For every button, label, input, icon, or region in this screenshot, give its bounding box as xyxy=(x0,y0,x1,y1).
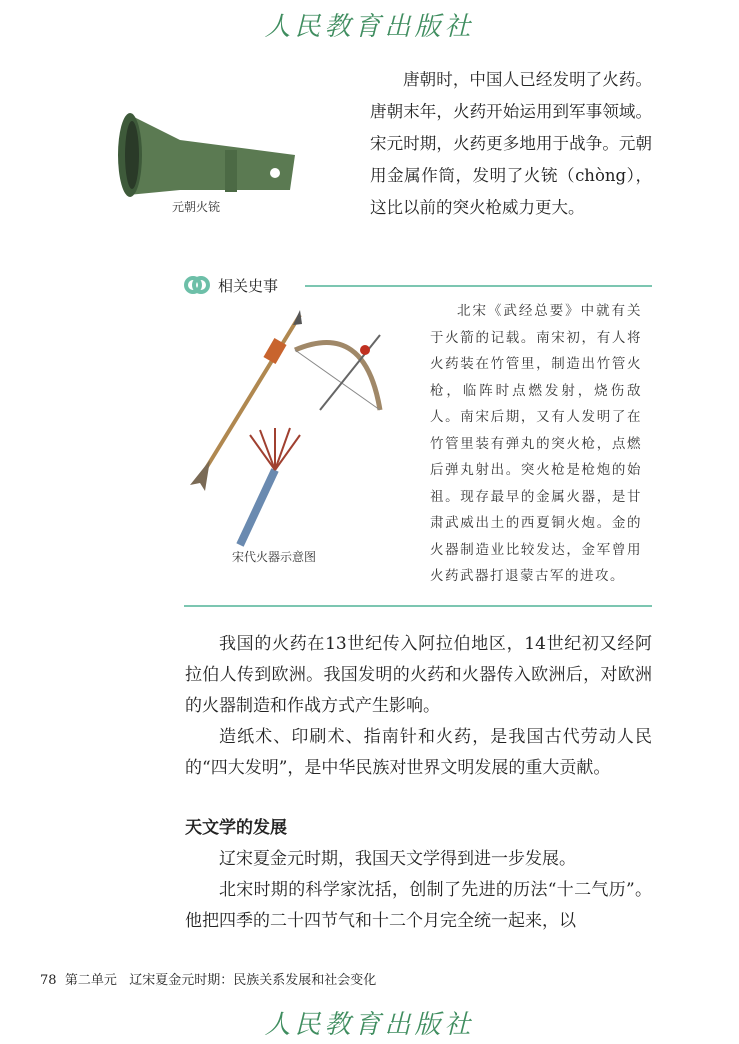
sidebar-text: 北宋《武经总要》中就有关于火箭的记载。南宋初，有人将火药装在竹管里，制造出竹管火枪，临阵时点燃发射，烧伤敌人。南宋后期，又有人发明了在竹管里装有弹丸的突火枪，点燃后弹丸射出。突火枪是枪炮的始祖。现存最早的金属火器，是甘肃武威出土的西夏铜火炮。金的火器制造业比较发达，金军曾用火药武器打退蒙古军的进攻。 xyxy=(430,303,642,584)
section-heading: 天文学的发展 xyxy=(185,818,287,838)
publisher-logo-bottom: 人民教育出版社 xyxy=(264,1010,475,1040)
weapons-caption: 宋代火器示意图 xyxy=(232,550,317,564)
sidebar-bottom-rule xyxy=(184,605,652,607)
paragraph-astronomy: 辽宋夏金元时期，我国天文学得到进一步发展。 xyxy=(219,849,576,869)
sidebar-top-rule xyxy=(305,285,652,287)
chapter-title: 辽宋夏金元时期：民族关系发展和社会变化 xyxy=(129,973,377,988)
paragraph-four-inventions: 造纸术、印刷术、指南针和火药，是我国古代劳动人民的“四大发明”，是中华民族对世界文明发展的重大贡献。 xyxy=(185,727,652,778)
cannon-caption: 元朝火铳 xyxy=(172,200,221,214)
related-history-icon xyxy=(184,273,210,297)
paragraph-shen-kuo: 北宋时期的科学家沈括，创制了先进的历法“十二气历”。他把四季的二十四节气和十二个月完全统一起来，以 xyxy=(185,880,652,931)
song-weapons-image xyxy=(180,300,430,550)
sidebar-title: 相关史事 xyxy=(218,277,279,295)
paragraph-gunpowder-spread: 我国的火药在13世纪传入阿拉伯地区，14世纪初又经阿拉伯人传到欧洲。我国发明的火药和火器传入欧洲后，对欧洲的火器制造和作战方式产生影响。 xyxy=(185,634,652,716)
yuan-fire-cannon-image xyxy=(110,95,310,205)
main-body xyxy=(185,629,652,937)
page-number: 78 xyxy=(40,973,57,988)
publisher-logo-top: 人民教育出版社 xyxy=(264,12,475,42)
footer xyxy=(40,969,376,988)
top-paragraph: 唐朝时，中国人已经发明了火药。唐朝末年，火药开始运用到军事领域。宋元时期，火药更多地用于战争。元朝用金属作筒，发明了火铳（chòng），这比以前的突火枪威力更大。 xyxy=(370,70,652,217)
unit-label: 第二单元 xyxy=(64,973,117,988)
